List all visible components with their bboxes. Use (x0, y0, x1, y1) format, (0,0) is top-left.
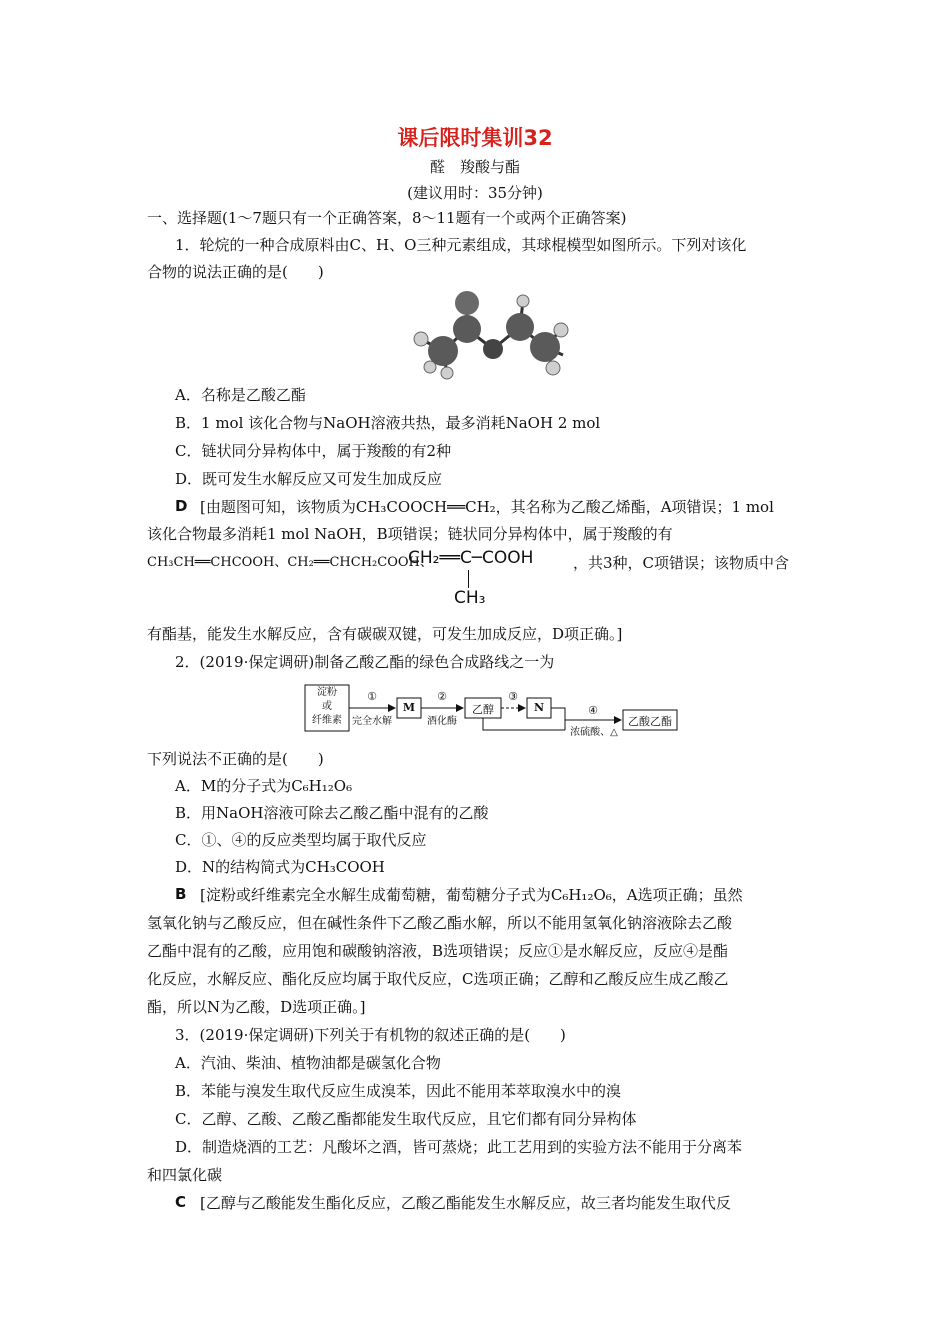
structure-branch-methyl: CH₃ (454, 588, 486, 608)
flow-step2-label: ② (437, 690, 447, 703)
q3-option-a: A．汽油、柴油、植物油都是碳氢化合物 (175, 1054, 441, 1072)
q1-option-c: C．链状同分异构体中，属于羧酸的有2种 (175, 442, 452, 460)
q2-ask: 下列说法不正确的是( ) (147, 750, 324, 768)
section-heading: 一、选择题(1～7题只有一个正确答案，8～11题有一个或两个正确答案) (147, 209, 627, 227)
q1-option-a: A．名称是乙酸乙酯 (175, 386, 306, 404)
structure-branch-bond (468, 570, 469, 588)
flow-start-line2: 或 (322, 701, 332, 712)
page-subtitle: 醛 羧酸与酯 (429, 158, 520, 176)
q2-option-a: A．M的分子式为C₆H₁₂O₆ (175, 777, 353, 795)
q2-explanation-line5: 酯，所以N为乙酸，D选项正确。] (147, 998, 366, 1016)
q3-option-c: C．乙醇、乙酸、乙酸乙酯都能发生取代反应，且它们都有同分异构体 (175, 1110, 637, 1128)
q2-explanation-line4: 化反应，水解反应、酯化反应均属于取代反应，C选项正确；乙醇和乙酸反应生成乙酸乙 (147, 970, 729, 988)
q2-explanation-line3: 乙酯中混有的乙酸，应用饱和碳酸钠溶液，B选项错误；反应①是水解反应，反应④是酯 (147, 942, 729, 960)
q2-option-c: C．①、④的反应类型均属于取代反应 (175, 831, 427, 849)
flow-step1-label: ① (367, 690, 377, 703)
flow-start-line3: 纤维素 (312, 715, 342, 726)
page-title: 课后限时集训32 (397, 126, 553, 150)
flow-condition2: 酒化酶 (427, 716, 457, 727)
flow-start-box (305, 686, 349, 728)
q1-explanation-line4: 有酯基，能发生水解反应，含有碳碳双键，可发生加成反应，D项正确。] (147, 625, 623, 643)
q3-option-d: D．制造烧酒的工艺：凡酸坏之酒，皆可蒸烧；此工艺用到的实验方法不能用于分离苯 (175, 1138, 743, 1156)
flow-condition4: 浓硫酸、△ (570, 727, 618, 738)
suggested-time: (建议用时：35分钟) (407, 184, 543, 202)
flow-product-box: 乙酸乙酯 (628, 715, 672, 728)
q2-answer: B (175, 885, 187, 903)
q1-explanation-line2: 该化合物最多消耗1 mol NaOH，B项错误；链状同分异构体中，属于羧酸的有 (147, 525, 673, 543)
q3-option-b: B．苯能与溴发生取代反应生成溴苯，因此不能用苯萃取溴水中的溴 (175, 1082, 622, 1100)
synthesis-route-diagram (303, 682, 683, 742)
q3-option-d-line2: 和四氯化碳 (147, 1166, 223, 1184)
q2-option-d: D．N的结构简式为CH₃COOH (175, 858, 385, 876)
flow-step3-label: ③ (508, 690, 518, 703)
q2-option-b: B．用NaOH溶液可除去乙酸乙酯中混有的乙酸 (175, 804, 489, 822)
flow-step4-label: ④ (588, 704, 598, 717)
q1-explanation-line3b: ，共3种，C项错误；该物质中含 (573, 554, 790, 572)
q1-stem-line1: 1．轮烷的一种合成原料由C、H、O三种元素组成，其球棍模型如图所示。下列对该化 (175, 236, 747, 254)
flow-ethanol-box: 乙醇 (472, 703, 494, 716)
q1-explanation-line3a: CH₃CH══CHCOOH、CH₂══CHCH₂COOH、 (147, 555, 433, 570)
q1-explanation-line1: [由题图可知，该物质为CH₃COOCH══CH₂，其名称为乙酸乙烯酯，A项错误；1 mol (200, 498, 774, 516)
q1-option-d: D．既可发生水解反应又可发生加成反应 (175, 470, 443, 488)
q2-explanation-line2: 氢氧化钠与乙酸反应，但在碱性条件下乙酸乙酯水解，所以不能用氢氧化钠溶液除去乙酸 (147, 914, 733, 932)
q3-stem: 3．(2019·保定调研)下列关于有机物的叙述正确的是( ) (175, 1026, 566, 1044)
flow-m-box: M (402, 701, 416, 714)
q1-answer: D (175, 497, 188, 515)
q3-answer: C (175, 1193, 187, 1211)
structure-main-chain: CH₂══C─COOH (408, 548, 534, 568)
flow-n-box: N (533, 701, 545, 714)
flow-start-line1: 淀粉 (317, 687, 337, 698)
q1-option-b: B．1 mol 该化合物与NaOH溶液共热，最多消耗NaOH 2 mol (175, 414, 601, 432)
q1-stem-line2: 合物的说法正确的是( ) (147, 263, 324, 281)
ball-and-stick-model-image (405, 285, 585, 385)
flow-condition1: 完全水解 (352, 716, 392, 727)
q2-explanation-line1: [淀粉或纤维素完全水解生成葡萄糖，葡萄糖分子式为C₆H₁₂O₆，A选项正确；虽然 (200, 886, 743, 904)
q2-stem: 2．(2019·保定调研)制备乙酸乙酯的绿色合成路线之一为 (175, 653, 555, 671)
q3-explanation-line1: [乙醇与乙酸能发生酯化反应，乙酸乙酯能发生水解反应，故三者均能发生取代反 (200, 1194, 731, 1212)
